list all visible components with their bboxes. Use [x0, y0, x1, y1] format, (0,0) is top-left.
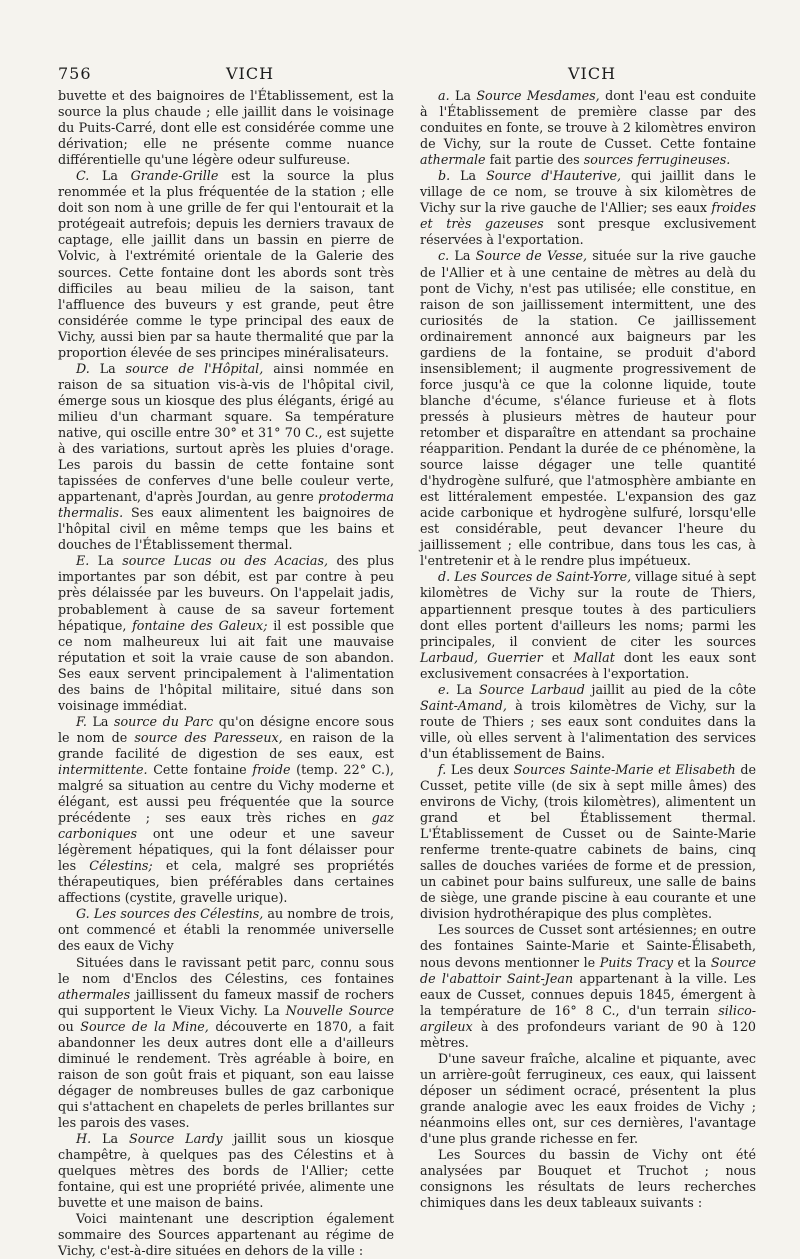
italic-run: Source d'Hauterive, — [486, 168, 622, 184]
text-run: buvette et des baignoires de l'Établissement, est la source la plus chaude ; elle jaillit dans le voisinage du Puits-Carré, dont elle est considérée comme une dérivation; elle ne présente comme nuance différentielle qu'une légère odeur sulfureuse. — [58, 88, 394, 168]
paragraph-sainte-marie — [420, 762, 756, 922]
text-run: dont l'eau est conduite à l'Établissement de première classe par des conduites en fonte, se trouve à 2 kilomètres environ de Vichy, sur la route de Cusset. Cette fontaine — [420, 88, 757, 152]
text-run: La — [102, 1131, 130, 1147]
paragraph-mesdames — [420, 88, 756, 168]
italic-run: Mallat — [573, 649, 615, 665]
text-run: dont les eaux sont exclusivement consacrées à l'exportation. — [420, 649, 756, 681]
text-run: Cette fontaine — [147, 761, 253, 777]
italic-run: source des Paresseux, — [134, 729, 283, 745]
text-run: des plus importantes par son débit, est par contre à peu près délaissée par les buveurs. On l'appelait jadis, probablement à cause de sa saveur fortement hépatique, — [58, 553, 394, 633]
text-run: jaillit sous un kiosque champêtre, à quelques pas des Célestins et à quelques mètres des bords de l'Allier; cette fontaine, qui est une propriété privée, alimente une buvette et une maison de bains. — [58, 1131, 395, 1211]
italic-run: Les Sources de Saint-Yorre, — [454, 569, 632, 585]
text-run: ont une odeur et une saveur légèrement hépatiques, qui la font délaisser pour les — [58, 826, 394, 874]
paragraph-hopital — [58, 361, 394, 554]
left-column — [58, 88, 394, 1259]
text-run: au nombre de trois, ont commencé et établi la renommée universelle des eaux de Vichy — [58, 906, 394, 954]
paragraph-enclos-celestins — [58, 955, 394, 1132]
running-title-right: VICH — [568, 64, 617, 83]
italic-run: gaz carboniques — [58, 810, 394, 842]
text-run: La — [454, 248, 476, 264]
text-run: ainsi nommée en raison de sa situation vis-à-vis de l'hôpital civil, émerge sous un kiosque des plus élégants, érigé au milieu d'un charmant square. Sa température native, qui oscille entre 30° et 31° 70 C., est sujette à des variations, surtout après les pluies d'orage. Les parois du bassin de cette fontaine sont tapissées de conferves d'une belle couleur verte, appartenant, d'après Jourdan, au genre — [58, 360, 394, 505]
text-run: D'une saveur fraîche, alcaline et piquante, avec un arrière-goût ferrugineux, ces eaux, qui laissent déposer un sédiment ocracé, présentent la plus grande analogie avec les eaux froides de Vichy ; néanmoins elles ont, sur ces dernières, l'avantage d'une plus grande richesse en fer. — [420, 1050, 756, 1147]
paragraph-cusset-artesiennes — [420, 922, 756, 1050]
text-run: La — [101, 168, 131, 184]
text-run: La — [456, 681, 479, 697]
italic-run: Source Larbaud — [478, 681, 585, 697]
paragraph-saint-yorre — [420, 569, 756, 681]
italic-run: athermales — [58, 986, 131, 1002]
paragraph-parc — [58, 714, 394, 907]
text-run: jaillissent du fameux massif de rochers qui supportent le Vieux Vichy. La — [58, 986, 394, 1018]
text-run: jaillit au pied de la côte — [584, 681, 757, 697]
text-run: La — [460, 168, 487, 184]
paragraph-regime-vichy — [58, 1211, 394, 1259]
text-run: il est possible que ce nom malheureux lui ait fait une mauvaise réputation et soit la vraie cause de son abandon. Ses eaux servent principalement à l'alimentation des bains de l'hôpital militaire, situé dans son voisinage immédiat. — [58, 617, 394, 713]
italic-run: protoderma thermalis. — [58, 489, 394, 521]
italic-run: athermale — [420, 152, 486, 168]
text-run: et cela, malgré ses propriétés thérapeutiques, bien préférables dans certaines affections (cystite, gravelle urique). — [58, 858, 394, 906]
italic-run: G. — [76, 906, 94, 922]
text-run: et — [542, 649, 574, 665]
paragraph-analyses — [420, 1147, 756, 1211]
italic-run: E. — [76, 553, 98, 569]
italic-run: F. — [76, 713, 93, 729]
italic-run: Sources Sainte-Marie et Elisabeth — [513, 761, 736, 777]
paragraph-celestins — [58, 906, 394, 954]
text-run: située sur la rive gauche de l'Allier et à une centaine de mètres au delà du pont de Vichy, n'est pas utilisée; elle constitue, en raison de son jaillissement intermittent, une des curiosités de la station. Ce jaillissement ordinairement annoncé aux baigneurs par les gardiens de la fontaine, se produit d'abord insensiblement; il augmente progressivement de force jusqu'à ce que la colonne liquide, toute blanche d'écume, s'élance furieuse et à flots pressés à plusieurs mètres de hauteur pour retomber et disparaître en attendant sa prochaine réapparition. Pendant la durée de ce phénomène, la source laisse dégager une telle quantité d'hydrogène sulfuré, que l'atmosphère ambiante en est littéralement empestée. L'expansion des gaz acide carbonique et hydrogène sulfuré, lorsqu'elle est considérable, peut devancer l'heure du jaillissement ; elle contribue, dans tous les cas, à l'entretenir et à le rendre plus impétueux. — [420, 248, 756, 569]
paragraph-hauterive — [420, 168, 756, 248]
italic-run: Saint-Amand, — [420, 697, 507, 713]
italic-run: sources ferrugineuses. — [583, 152, 731, 168]
text-run: sont presque exclusivement réservées à l'exportation. — [420, 216, 756, 248]
paragraph-lucas — [58, 553, 394, 713]
text-run: Les sources de Cusset sont artésiennes; en outre des fontaines Sainte-Marie et Sainte-Élisabeth, nous devons mentionner le — [420, 922, 756, 970]
text-run: La — [99, 360, 126, 376]
italic-run: a. — [438, 88, 455, 103]
text-run: ou — [58, 1018, 81, 1034]
italic-run: D. — [76, 360, 100, 376]
right-column — [420, 88, 756, 1211]
italic-run: Source de Vesse, — [475, 248, 588, 264]
italic-run: Célestins; — [89, 858, 153, 874]
italic-run: Source Mesdames, — [476, 88, 600, 103]
text-run: fait partie des — [485, 152, 584, 168]
text-run: Situées dans le ravissant petit parc, connu sous le nom d'Enclos des Célestins, ces fontaines — [58, 954, 394, 986]
paragraph-buvette — [58, 88, 394, 168]
italic-run: f. — [438, 761, 451, 777]
text-run: et la — [673, 954, 711, 970]
text-run: qu'on désigne encore sous le nom de — [58, 713, 394, 745]
italic-run: Larbaud, Guerrier — [420, 649, 543, 665]
italic-run: d. — [438, 569, 455, 585]
italic-run: source Lucas ou des Acacias, — [122, 553, 329, 569]
text-run: en raison de la grande facilité de digestion de ses eaux, est — [58, 729, 395, 761]
italic-run: b. — [438, 168, 461, 184]
italic-run: c. — [438, 248, 455, 264]
text-run: Voici maintenant une description également sommaire des Sources appartenant au régime de Vichy, c'est-à-dire situées en dehors de la ville : — [58, 1211, 394, 1259]
italic-run: source de l'Hôpital, — [125, 360, 264, 376]
text-run: de Cusset, petite ville (de six à sept mille âmes) des environs de Vichy, (trois kilomètres), alimentent un grand et bel Établissement thermal. L'Établissement de Cusset ou de Sainte-Marie renferme trente-quatre cabinets de bains, cinq salles de douches variées de forme et de pression, un cabinet pour bains sulfureux, une salle de bains de siège, une grande piscine à eau courante et une division hydrothérapique des plus complètes. — [420, 761, 757, 922]
italic-run: Source Lardy — [129, 1131, 223, 1147]
italic-run: intermittente. — [58, 761, 148, 777]
page-number: 756 — [58, 64, 92, 83]
text-run: appartenant à la ville. Les eaux de Cusset, connues depuis 1845, émergent à la température de 16° 8 C., d'un terrain — [420, 970, 757, 1018]
text-run: est la source la plus renommée et la plus fréquentée de la station ; elle doit son nom à une grille de fer qui l'entourait et la protégeait autrefois; depuis les derniers travaux de captage, elle jaillit dans un bassin en pierre de Volvic, à l'extrémité orientale de la Galerie des sources. Cette fontaine dont les abords sont très difficiles au beau milieu de la saison, tant l'affluence des buveurs y est grande, peut être considérée comme le type principal des eaux de Vichy, aussi bien par sa haute thermalité que par la proportion élevée de ses principes minéralisateurs. — [58, 168, 394, 360]
italic-run: Les sources des Célestins, — [93, 906, 264, 922]
italic-run: e. — [438, 681, 457, 697]
italic-run: source du Parc — [114, 713, 214, 729]
italic-run: Source de la Mine, — [80, 1018, 209, 1034]
italic-run: Grande-Grille — [130, 168, 219, 184]
paragraph-saveur — [420, 1051, 756, 1147]
text-run: (temp. 22° C.), malgré sa situation au centre du Vichy moderne et élégant, est aussi peu fréquentée que la source précédente ; ses eaux très riches en — [58, 761, 394, 826]
paragraph-vesse — [420, 248, 756, 569]
italic-run: H. — [76, 1131, 103, 1147]
paragraph-larbaud — [420, 682, 756, 762]
italic-run: fontaine des Galeux; — [132, 617, 268, 633]
text-run: à trois kilomètres de Vichy, sur la route de Thiers ; ses eaux sont conduites dans la ville, où elles servent à l'alimentation des services d'un établissement de Bains. — [420, 697, 756, 761]
text-run: Les deux — [450, 761, 514, 777]
text-run: qui jaillit dans le village de ce nom, se trouve à six kilomètres de Vichy sur la rive gauche de l'Allier; ses eaux — [420, 168, 756, 216]
italic-run: Puits Tracy — [599, 954, 673, 970]
text-run: village situé à sept kilomètres de Vichy sur la route de Thiers, appartiennent presque toutes à des particuliers dont elles portent d'ailleurs les noms; parmi les principales, il convient de citer les sources — [420, 569, 756, 649]
italic-run: froide — [252, 761, 291, 777]
paragraph-grande-grille — [58, 168, 394, 361]
italic-run: C. — [76, 168, 102, 184]
italic-run: Source de l'abattoir Saint-Jean — [420, 954, 757, 986]
text-run: La — [454, 88, 477, 103]
text-run: Ses eaux alimentent les baignoires de l'hôpital civil en même temps que les bains et douches de l'Établissement thermal. — [58, 505, 394, 553]
text-run: découverte en 1870, a fait abandonner les deux autres dont elle a d'ailleurs diminué le rendement. Très agréable à boire, en raison de son goût frais et piquant, son eau laisse dégager de nombreuses bulles de gaz carbonique qui s'attachent en chapelets de perles brillantes sur les parois des vases. — [58, 1018, 395, 1130]
running-title-left: VICH — [226, 64, 275, 83]
text-run: Les Sources du bassin de Vichy ont été analysées par Bouquet et Truchot ; nous consignons les résultats de leurs recherches chimiques dans les deux tableaux suivants : — [420, 1147, 756, 1211]
italic-run: Nouvelle Source — [285, 1002, 394, 1018]
italic-run: silico-argileux — [420, 1002, 756, 1034]
text-run: La — [92, 713, 115, 729]
paragraph-lardy — [58, 1131, 394, 1211]
text-run: à des profondeurs variant de 90 à 120 mètres. — [420, 1018, 756, 1050]
text-run: La — [97, 553, 123, 569]
italic-run: froides et très gazeuses — [420, 200, 756, 232]
